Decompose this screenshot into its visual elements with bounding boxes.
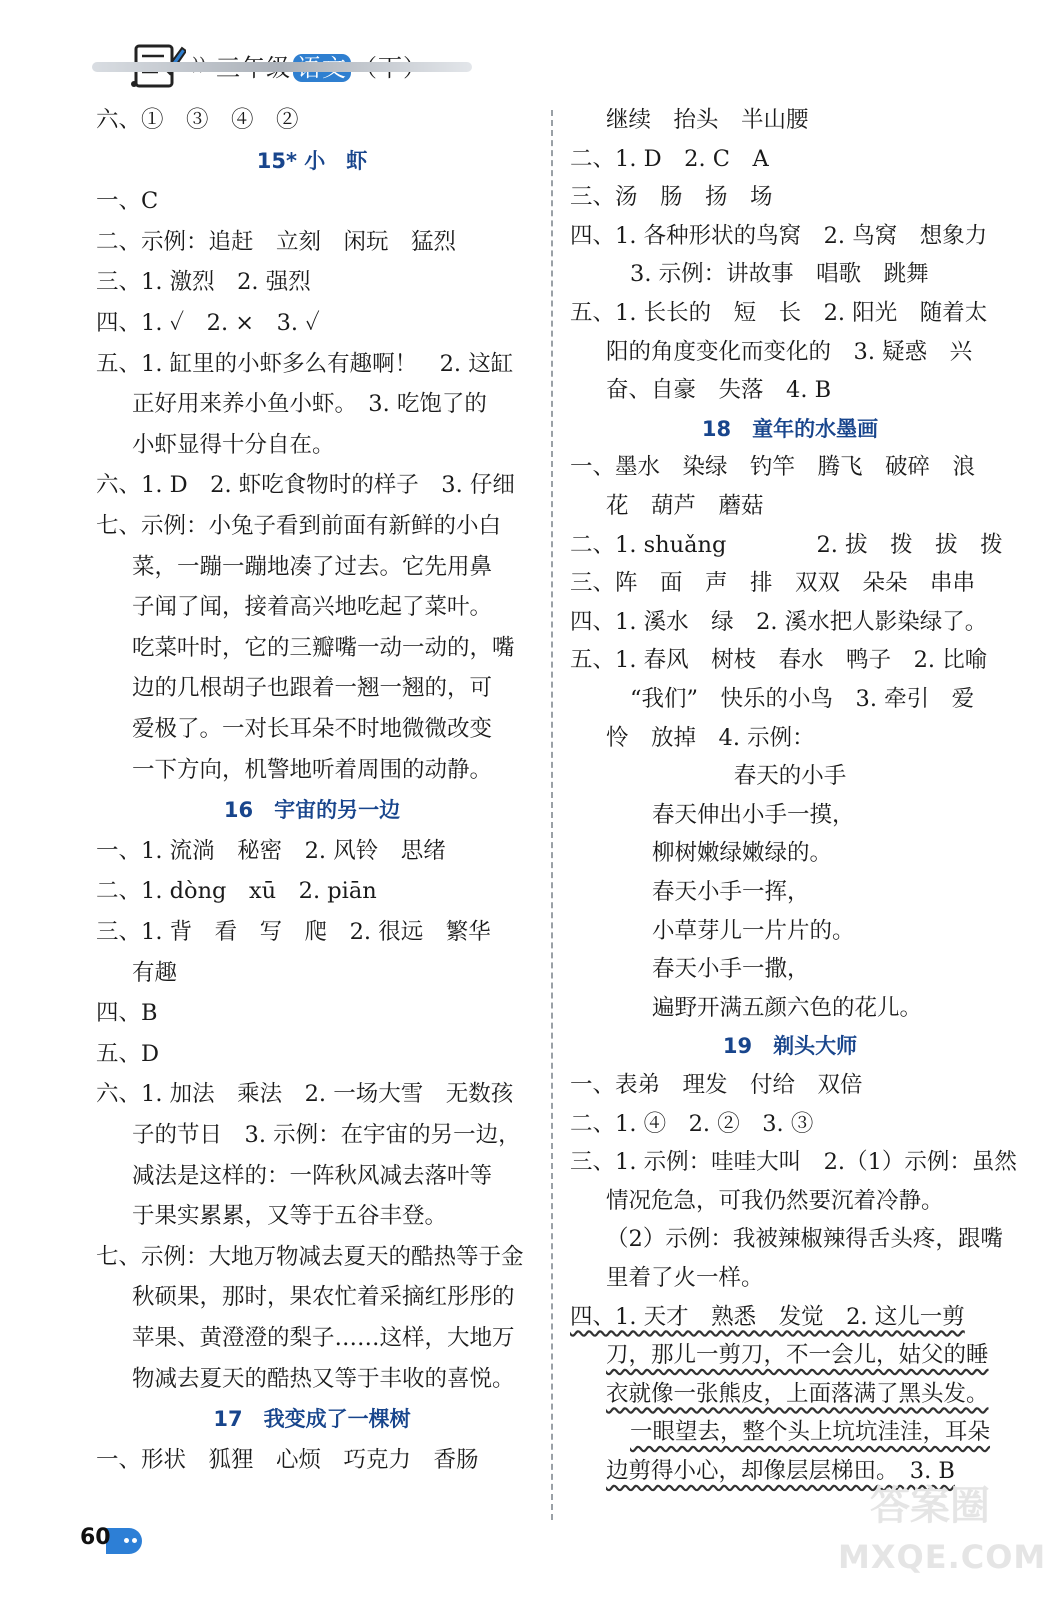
answer-line: 苹果、黄澄澄的梨子……这样，大地万 — [132, 1325, 515, 1351]
answer-line: 二、1. ④ 2. ② 3. ③ — [570, 1110, 814, 1137]
answer-line: 五、1. 缸里的小虾多么有趣啊！ 2. 这缸 — [96, 350, 514, 377]
answer-line: 有趣 — [132, 959, 178, 986]
answer-line: 六、1. 加法 乘法 2. 一场大雪 无数孩 — [96, 1081, 514, 1108]
answer-line: 一、C — [96, 188, 159, 215]
answer-line: 春天小手一撒， — [652, 956, 810, 983]
answer-line: （2）示例：我被辣椒辣得舌头疼，跟嘴 — [606, 1226, 1003, 1253]
answer-line: 三、汤 肠 扬 场 — [570, 184, 773, 211]
answer-line: 小虾显得十分自在。 — [132, 431, 335, 458]
answer-line: 刀，那儿一剪刀，不一会儿，姑父的睡 — [606, 1342, 989, 1369]
answer-line: 于果实累累，又等于五谷丰登。 — [132, 1203, 448, 1230]
answer-line: 三、1. 激烈 2. 强烈 — [96, 269, 311, 296]
answer-line: 遍野开满五颜六色的花儿。 — [652, 994, 923, 1021]
answer-line: 子的节日 3. 示例：在宇宙的另一边， — [132, 1122, 521, 1148]
answer-line: 四、1. 天才 熟悉 发觉 2. 这儿一剪 — [570, 1303, 965, 1330]
answer-line: 一、表弟 理发 付给 双倍 — [570, 1072, 863, 1098]
answer-line: “我们” 快乐的小鸟 3. 牵引 爱 — [630, 686, 975, 712]
answer-line: 二、1. dòng xū 2. piān — [96, 878, 377, 905]
header-bar — [92, 62, 472, 72]
answer-line: 春天小手一挥， — [652, 879, 810, 905]
answer-line: 一、形状 狐狸 心烦 巧克力 香肠 — [96, 1446, 479, 1473]
watermark-cn: 答案圈 — [870, 1483, 990, 1529]
answer-line: 五、1. 春风 树枝 春水 鸭子 2. 比喻 — [570, 647, 988, 674]
answer-line: 花 葫芦 蘑菇 — [606, 493, 764, 519]
answer-line: 衣就像一张熊皮，上面落满了黑头发。 — [606, 1380, 989, 1407]
answer-line: 四、1. ✓ 2. × 3. ✓ — [96, 310, 320, 336]
answer-line: 里着了火一样。 — [606, 1265, 764, 1291]
tab-dot — [132, 1538, 137, 1543]
answer-line: 春天的小手 — [733, 763, 847, 790]
answer-line: 五、1. 长长的 短 长 2. 阳光 随着太 — [570, 300, 988, 326]
page-number-badge — [76, 1522, 146, 1558]
answer-line: 秋硕果，那时，果农忙着采摘红彤彤的 — [132, 1284, 515, 1311]
answer-line: 春天伸出小手一摸， — [652, 801, 855, 828]
answer-line: 四、1. 各种形状的鸟窝 2. 鸟窝 想象力 — [570, 222, 988, 249]
answer-line: 爱极了。一对长耳朵不时地微微改变 — [132, 716, 493, 742]
answer-line: 七、示例：小兔子看到前面有新鲜的小白 — [96, 513, 502, 539]
lesson-title: 17 我变成了一棵树 — [213, 1407, 411, 1432]
answer-line: 二、1. shuǎng 2. 拔 拨 拔 拨 — [570, 531, 1003, 558]
answer-line: 三、阵 面 声 排 双双 朵朵 串串 — [570, 570, 976, 597]
answer-line: 3. 示例：讲故事 唱歌 跳舞 — [630, 261, 929, 288]
answer-line: 柳树嫩绿嫩绿的。 — [652, 840, 833, 867]
page-number: 60 — [80, 1525, 111, 1550]
answer-line: 减法是这样的：一阵秋风减去落叶等 — [132, 1162, 493, 1189]
answer-line: 阳的角度变化而变化的 3. 疑惑 兴 — [606, 338, 973, 365]
answer-line: 七、示例：大地万物减去夏天的酷热等于金 — [96, 1243, 524, 1270]
answer-line: 怜 放掉 4. 示例： — [606, 724, 815, 751]
lesson-title: 15* 小 虾 — [256, 148, 368, 173]
answer-line: 二、示例：追赶 立刻 闲玩 猛烈 — [96, 228, 457, 255]
answer-line: 一眼望去，整个头上坑坑洼洼，耳朵 — [630, 1419, 991, 1446]
answer-line: 六、1. D 2. 虾吃食物时的样子 3. 仔细 — [96, 472, 515, 499]
answer-line: 子闻了闻，接着高兴地吃起了菜叶。 — [132, 594, 493, 621]
answer-line: 吃菜叶时，它的三瓣嘴一动一动的，嘴 — [132, 634, 515, 661]
answer-line: 一下方向，机警地听着周围的动静。 — [132, 756, 493, 783]
lesson-title: 18 童年的水墨画 — [701, 416, 879, 441]
answer-line: 二、1. D 2. C A — [570, 145, 769, 172]
answer-line: 物减去夏天的酷热又等于丰收的喜悦。 — [132, 1365, 515, 1392]
answer-line: 三、1. 示例：哇哇大叫 2.（1）示例：虽然 — [570, 1149, 1017, 1176]
answer-line: 一、墨水 染绿 钓竿 腾飞 破碎 浪 — [570, 454, 976, 481]
answer-line: 正好用来养小鱼小虾。 3. 吃饱了的 — [132, 391, 487, 418]
answer-line: 继续 抬头 半山腰 — [606, 107, 809, 133]
answer-line: 四、B — [96, 1000, 158, 1027]
watermark — [822, 1468, 1047, 1588]
lesson-title: 19 剃头大师 — [722, 1034, 858, 1059]
watermark-en: MXQE.COM — [838, 1538, 1047, 1576]
answer-line: 五、D — [96, 1040, 160, 1067]
answer-line: 小草芽儿一片片的。 — [652, 917, 855, 944]
answer-line: 边的几根胡子也跟着一翘一翘的，可 — [132, 675, 493, 702]
answer-line: 一、1. 流淌 秘密 2. 风铃 思绪 — [96, 837, 446, 864]
column-divider — [551, 110, 553, 1520]
answer-line: 情况危急，可我仍然要沉着冷静。 — [606, 1187, 944, 1214]
answer-line: 三、1. 背 看 写 爬 2. 很远 繁华 — [96, 919, 491, 945]
answer-line: 菜，一蹦一蹦地凑了过去。它先用鼻 — [132, 553, 493, 580]
answer-line: 边剪得小心，却像层层梯田。 3. B — [606, 1458, 955, 1484]
answer-line: 六、① ③ ④ ② — [96, 107, 299, 133]
answer-line: 四、1. 溪水 绿 2. 溪水把人影染绿了。 — [570, 608, 988, 635]
answer-line: 奋、自豪 失落 4. B — [606, 377, 832, 404]
tab-dot — [124, 1538, 129, 1543]
lesson-title: 16 宇宙的另一边 — [223, 798, 401, 823]
